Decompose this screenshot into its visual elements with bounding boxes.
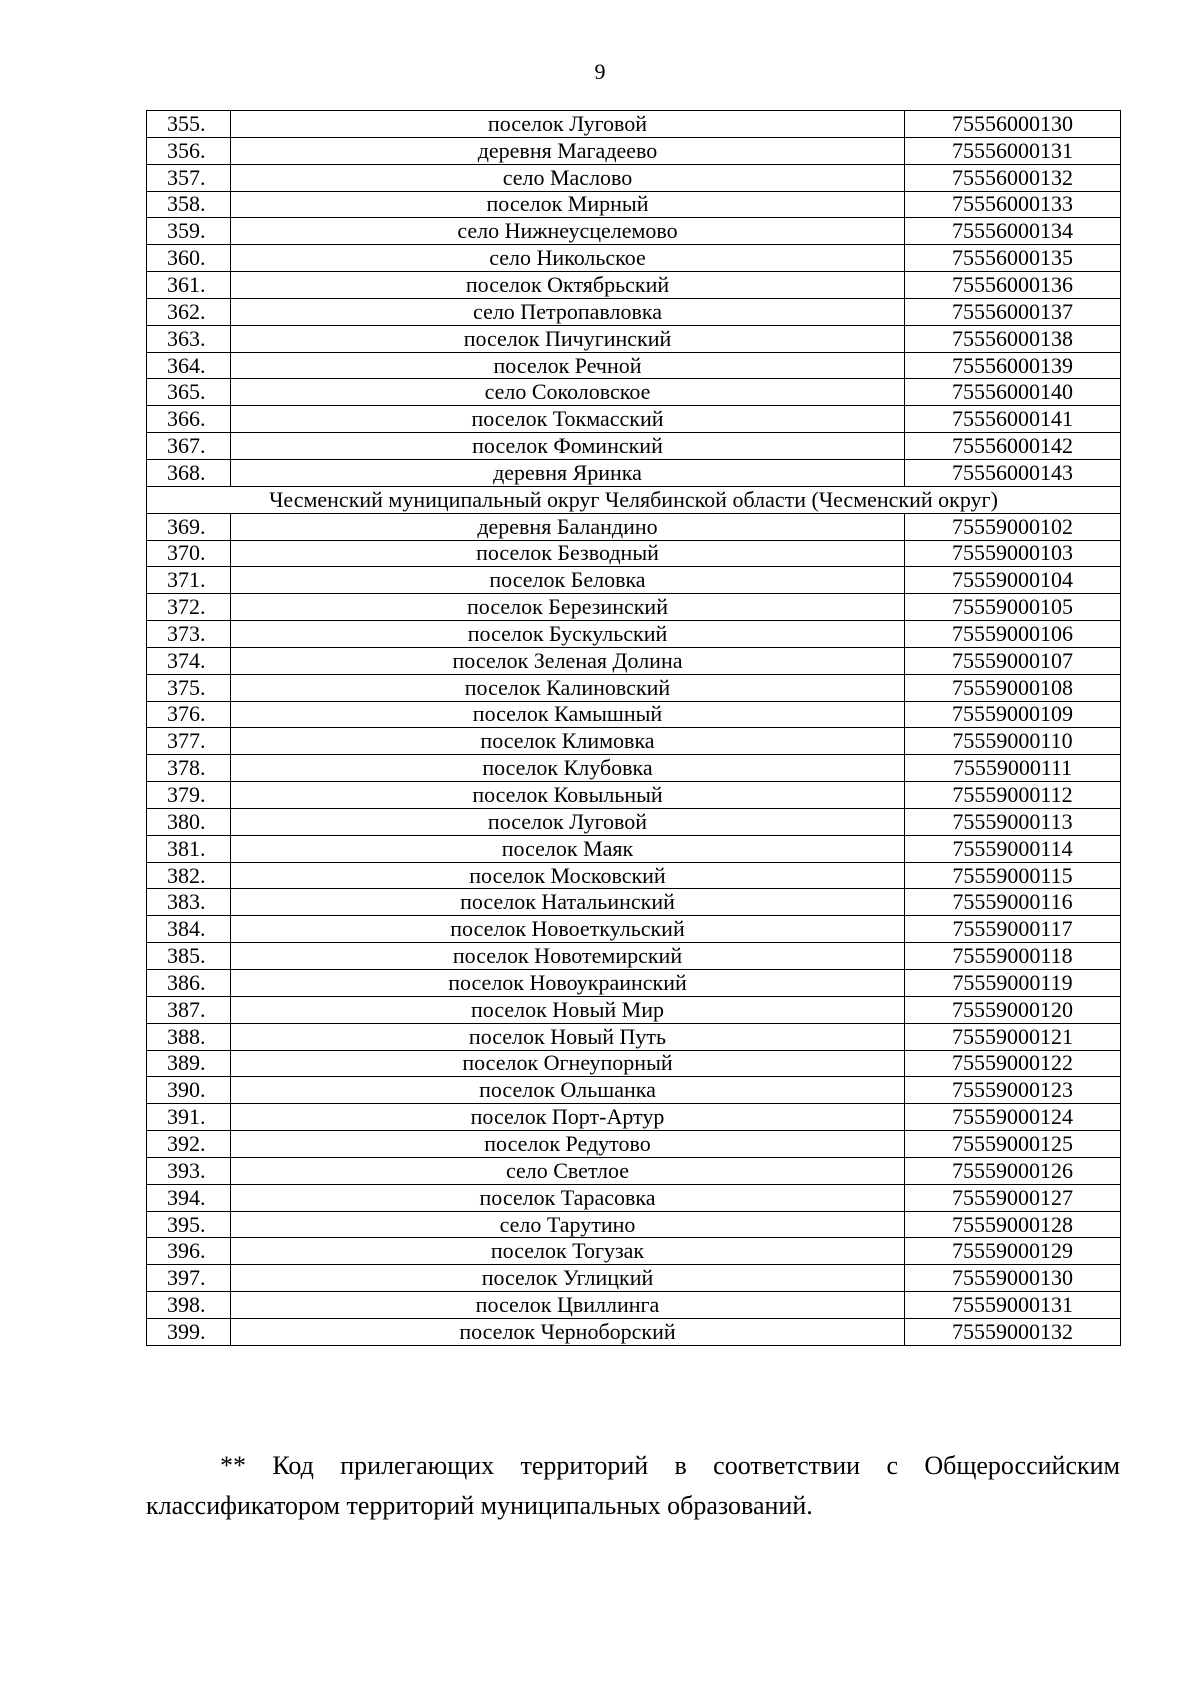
row-number: 384. xyxy=(147,916,231,943)
row-number: 375. xyxy=(147,674,231,701)
row-number: 362. xyxy=(147,298,231,325)
row-number: 373. xyxy=(147,621,231,648)
table-row xyxy=(147,513,1121,540)
oktmo-code: 75556000139 xyxy=(905,352,1121,379)
table-row xyxy=(147,970,1121,997)
row-number: 369. xyxy=(147,513,231,540)
row-number: 381. xyxy=(147,835,231,862)
table-row xyxy=(147,1050,1121,1077)
row-number: 368. xyxy=(147,459,231,486)
settlement-name: поселок Зеленая Долина xyxy=(231,647,905,674)
row-number: 355. xyxy=(147,111,231,138)
row-number: 395. xyxy=(147,1211,231,1238)
table-row xyxy=(147,1265,1121,1292)
row-number: 383. xyxy=(147,889,231,916)
table-row xyxy=(147,1238,1121,1265)
settlement-name: село Светлое xyxy=(231,1157,905,1184)
row-number: 385. xyxy=(147,943,231,970)
row-number: 399. xyxy=(147,1318,231,1345)
settlement-name: поселок Камышный xyxy=(231,701,905,728)
table-row xyxy=(147,674,1121,701)
oktmo-code: 75559000108 xyxy=(905,674,1121,701)
settlements-table xyxy=(146,110,1121,1346)
row-number: 394. xyxy=(147,1184,231,1211)
settlement-name: село Никольское xyxy=(231,245,905,272)
row-number: 359. xyxy=(147,218,231,245)
table-row xyxy=(147,808,1121,835)
settlement-name: поселок Калиновский xyxy=(231,674,905,701)
table-section-header-group xyxy=(147,486,1121,513)
settlement-name: поселок Беловка xyxy=(231,567,905,594)
row-number: 374. xyxy=(147,647,231,674)
oktmo-code: 75559000124 xyxy=(905,1104,1121,1131)
table-row xyxy=(147,701,1121,728)
oktmo-code: 75556000134 xyxy=(905,218,1121,245)
row-number: 363. xyxy=(147,325,231,352)
row-number: 393. xyxy=(147,1157,231,1184)
oktmo-code: 75559000128 xyxy=(905,1211,1121,1238)
row-number: 392. xyxy=(147,1131,231,1158)
oktmo-code: 75556000130 xyxy=(905,111,1121,138)
oktmo-code: 75556000131 xyxy=(905,137,1121,164)
oktmo-code: 75559000130 xyxy=(905,1265,1121,1292)
settlement-name: поселок Бускульский xyxy=(231,621,905,648)
settlement-name: деревня Магадеево xyxy=(231,137,905,164)
oktmo-code: 75556000136 xyxy=(905,272,1121,299)
row-number: 397. xyxy=(147,1265,231,1292)
settlement-name: поселок Новый Путь xyxy=(231,1023,905,1050)
oktmo-code: 75559000119 xyxy=(905,970,1121,997)
row-number: 391. xyxy=(147,1104,231,1131)
row-number: 387. xyxy=(147,996,231,1023)
settlement-name: поселок Московский xyxy=(231,862,905,889)
table-row xyxy=(147,728,1121,755)
settlement-name: поселок Луговой xyxy=(231,808,905,835)
oktmo-code: 75556000132 xyxy=(905,164,1121,191)
table-row xyxy=(147,916,1121,943)
row-number: 357. xyxy=(147,164,231,191)
settlement-name: поселок Новоеткульский xyxy=(231,916,905,943)
table-row xyxy=(147,1077,1121,1104)
table-row xyxy=(147,1184,1121,1211)
table-row xyxy=(147,245,1121,272)
table-row xyxy=(147,325,1121,352)
row-number: 365. xyxy=(147,379,231,406)
settlement-name: село Тарутино xyxy=(231,1211,905,1238)
oktmo-code: 75556000140 xyxy=(905,379,1121,406)
oktmo-code: 75559000107 xyxy=(905,647,1121,674)
settlement-name: село Маслово xyxy=(231,164,905,191)
oktmo-code: 75559000121 xyxy=(905,1023,1121,1050)
oktmo-code: 75559000105 xyxy=(905,594,1121,621)
oktmo-code: 75556000133 xyxy=(905,191,1121,218)
oktmo-code: 75559000132 xyxy=(905,1318,1121,1345)
row-number: 379. xyxy=(147,782,231,809)
table-body-before-section xyxy=(147,111,1121,487)
table-row xyxy=(147,621,1121,648)
settlement-name: село Нижнеусцелемово xyxy=(231,218,905,245)
table-row xyxy=(147,647,1121,674)
oktmo-code: 75559000126 xyxy=(905,1157,1121,1184)
settlement-name: поселок Тарасовка xyxy=(231,1184,905,1211)
row-number: 364. xyxy=(147,352,231,379)
oktmo-code: 75556000142 xyxy=(905,433,1121,460)
settlement-name: поселок Черноборский xyxy=(231,1318,905,1345)
settlement-name: поселок Натальинский xyxy=(231,889,905,916)
settlement-name: поселок Пичугинский xyxy=(231,325,905,352)
settlement-name: поселок Тогузак xyxy=(231,1238,905,1265)
settlement-name: поселок Ковыльный xyxy=(231,782,905,809)
section-header-row xyxy=(147,486,1121,513)
settlement-name: поселок Климовка xyxy=(231,728,905,755)
row-number: 366. xyxy=(147,406,231,433)
row-number: 367. xyxy=(147,433,231,460)
oktmo-code: 75556000135 xyxy=(905,245,1121,272)
settlement-name: поселок Фоминский xyxy=(231,433,905,460)
table-row xyxy=(147,782,1121,809)
settlement-name: поселок Речной xyxy=(231,352,905,379)
row-number: 377. xyxy=(147,728,231,755)
row-number: 382. xyxy=(147,862,231,889)
settlement-name: деревня Баландино xyxy=(231,513,905,540)
table-row xyxy=(147,111,1121,138)
table-row xyxy=(147,1104,1121,1131)
table-row xyxy=(147,755,1121,782)
table-row xyxy=(147,1023,1121,1050)
settlement-name: поселок Безводный xyxy=(231,540,905,567)
oktmo-code: 75556000138 xyxy=(905,325,1121,352)
row-number: 396. xyxy=(147,1238,231,1265)
table-row xyxy=(147,1131,1121,1158)
row-number: 358. xyxy=(147,191,231,218)
table-body-after-section xyxy=(147,513,1121,1345)
oktmo-code: 75559000129 xyxy=(905,1238,1121,1265)
table-row xyxy=(147,540,1121,567)
row-number: 378. xyxy=(147,755,231,782)
oktmo-code: 75559000127 xyxy=(905,1184,1121,1211)
table-row xyxy=(147,191,1121,218)
row-number: 386. xyxy=(147,970,231,997)
oktmo-code: 75556000143 xyxy=(905,459,1121,486)
settlement-name: поселок Огнеупорный xyxy=(231,1050,905,1077)
table-row xyxy=(147,594,1121,621)
settlement-name: деревня Яринка xyxy=(231,459,905,486)
row-number: 360. xyxy=(147,245,231,272)
table-row xyxy=(147,459,1121,486)
oktmo-code: 75559000118 xyxy=(905,943,1121,970)
table-row xyxy=(147,164,1121,191)
settlement-name: поселок Маяк xyxy=(231,835,905,862)
row-number: 370. xyxy=(147,540,231,567)
table-row xyxy=(147,272,1121,299)
table-row xyxy=(147,1292,1121,1319)
oktmo-code: 75559000103 xyxy=(905,540,1121,567)
row-number: 376. xyxy=(147,701,231,728)
oktmo-code: 75559000106 xyxy=(905,621,1121,648)
settlement-name: поселок Новоукраинский xyxy=(231,970,905,997)
oktmo-code: 75556000137 xyxy=(905,298,1121,325)
row-number: 356. xyxy=(147,137,231,164)
oktmo-code: 75559000115 xyxy=(905,862,1121,889)
oktmo-code: 75556000141 xyxy=(905,406,1121,433)
settlement-name: поселок Октябрьский xyxy=(231,272,905,299)
row-number: 398. xyxy=(147,1292,231,1319)
oktmo-code: 75559000125 xyxy=(905,1131,1121,1158)
oktmo-code: 75559000131 xyxy=(905,1292,1121,1319)
settlement-name: поселок Луговой xyxy=(231,111,905,138)
table-row xyxy=(147,433,1121,460)
settlement-name: поселок Новотемирский xyxy=(231,943,905,970)
oktmo-code: 75559000122 xyxy=(905,1050,1121,1077)
footnote: ** Код прилегающих территорий в соответствии с Общероссийским классификатором территорий муниципальных образований. xyxy=(146,1451,1120,1520)
settlement-name: село Соколовское xyxy=(231,379,905,406)
table-row xyxy=(147,218,1121,245)
table-row xyxy=(147,862,1121,889)
oktmo-code: 75559000112 xyxy=(905,782,1121,809)
page-number: 9 xyxy=(594,59,606,84)
table-row xyxy=(147,406,1121,433)
settlement-name: поселок Порт-Артур xyxy=(231,1104,905,1131)
settlement-name: поселок Токмасский xyxy=(231,406,905,433)
oktmo-code: 75559000117 xyxy=(905,916,1121,943)
oktmo-code: 75559000114 xyxy=(905,835,1121,862)
table-row xyxy=(147,379,1121,406)
oktmo-code: 75559000123 xyxy=(905,1077,1121,1104)
table-row xyxy=(147,889,1121,916)
settlement-name: село Петропавловка xyxy=(231,298,905,325)
table-row xyxy=(147,835,1121,862)
table-row xyxy=(147,137,1121,164)
table-row xyxy=(147,298,1121,325)
table-row xyxy=(147,1157,1121,1184)
table-row xyxy=(147,1318,1121,1345)
oktmo-code: 75559000111 xyxy=(905,755,1121,782)
table-row xyxy=(147,352,1121,379)
row-number: 389. xyxy=(147,1050,231,1077)
table-row xyxy=(147,996,1121,1023)
oktmo-code: 75559000120 xyxy=(905,996,1121,1023)
settlement-name: поселок Углицкий xyxy=(231,1265,905,1292)
row-number: 390. xyxy=(147,1077,231,1104)
settlement-name: поселок Березинский xyxy=(231,594,905,621)
row-number: 361. xyxy=(147,272,231,299)
oktmo-code: 75559000116 xyxy=(905,889,1121,916)
oktmo-code: 75559000110 xyxy=(905,728,1121,755)
row-number: 372. xyxy=(147,594,231,621)
settlement-name: поселок Ольшанка xyxy=(231,1077,905,1104)
section-title: Чесменский муниципальный округ Челябинской области (Чесменский округ) xyxy=(147,486,1121,513)
row-number: 388. xyxy=(147,1023,231,1050)
oktmo-code: 75559000102 xyxy=(905,513,1121,540)
oktmo-code: 75559000104 xyxy=(905,567,1121,594)
table-row xyxy=(147,567,1121,594)
settlement-name: поселок Цвиллинга xyxy=(231,1292,905,1319)
oktmo-code: 75559000109 xyxy=(905,701,1121,728)
row-number: 380. xyxy=(147,808,231,835)
table-row xyxy=(147,1211,1121,1238)
settlement-name: поселок Новый Мир xyxy=(231,996,905,1023)
oktmo-code: 75559000113 xyxy=(905,808,1121,835)
table-row xyxy=(147,943,1121,970)
row-number: 371. xyxy=(147,567,231,594)
settlement-name: поселок Клубовка xyxy=(231,755,905,782)
settlement-name: поселок Мирный xyxy=(231,191,905,218)
settlement-name: поселок Редутово xyxy=(231,1131,905,1158)
